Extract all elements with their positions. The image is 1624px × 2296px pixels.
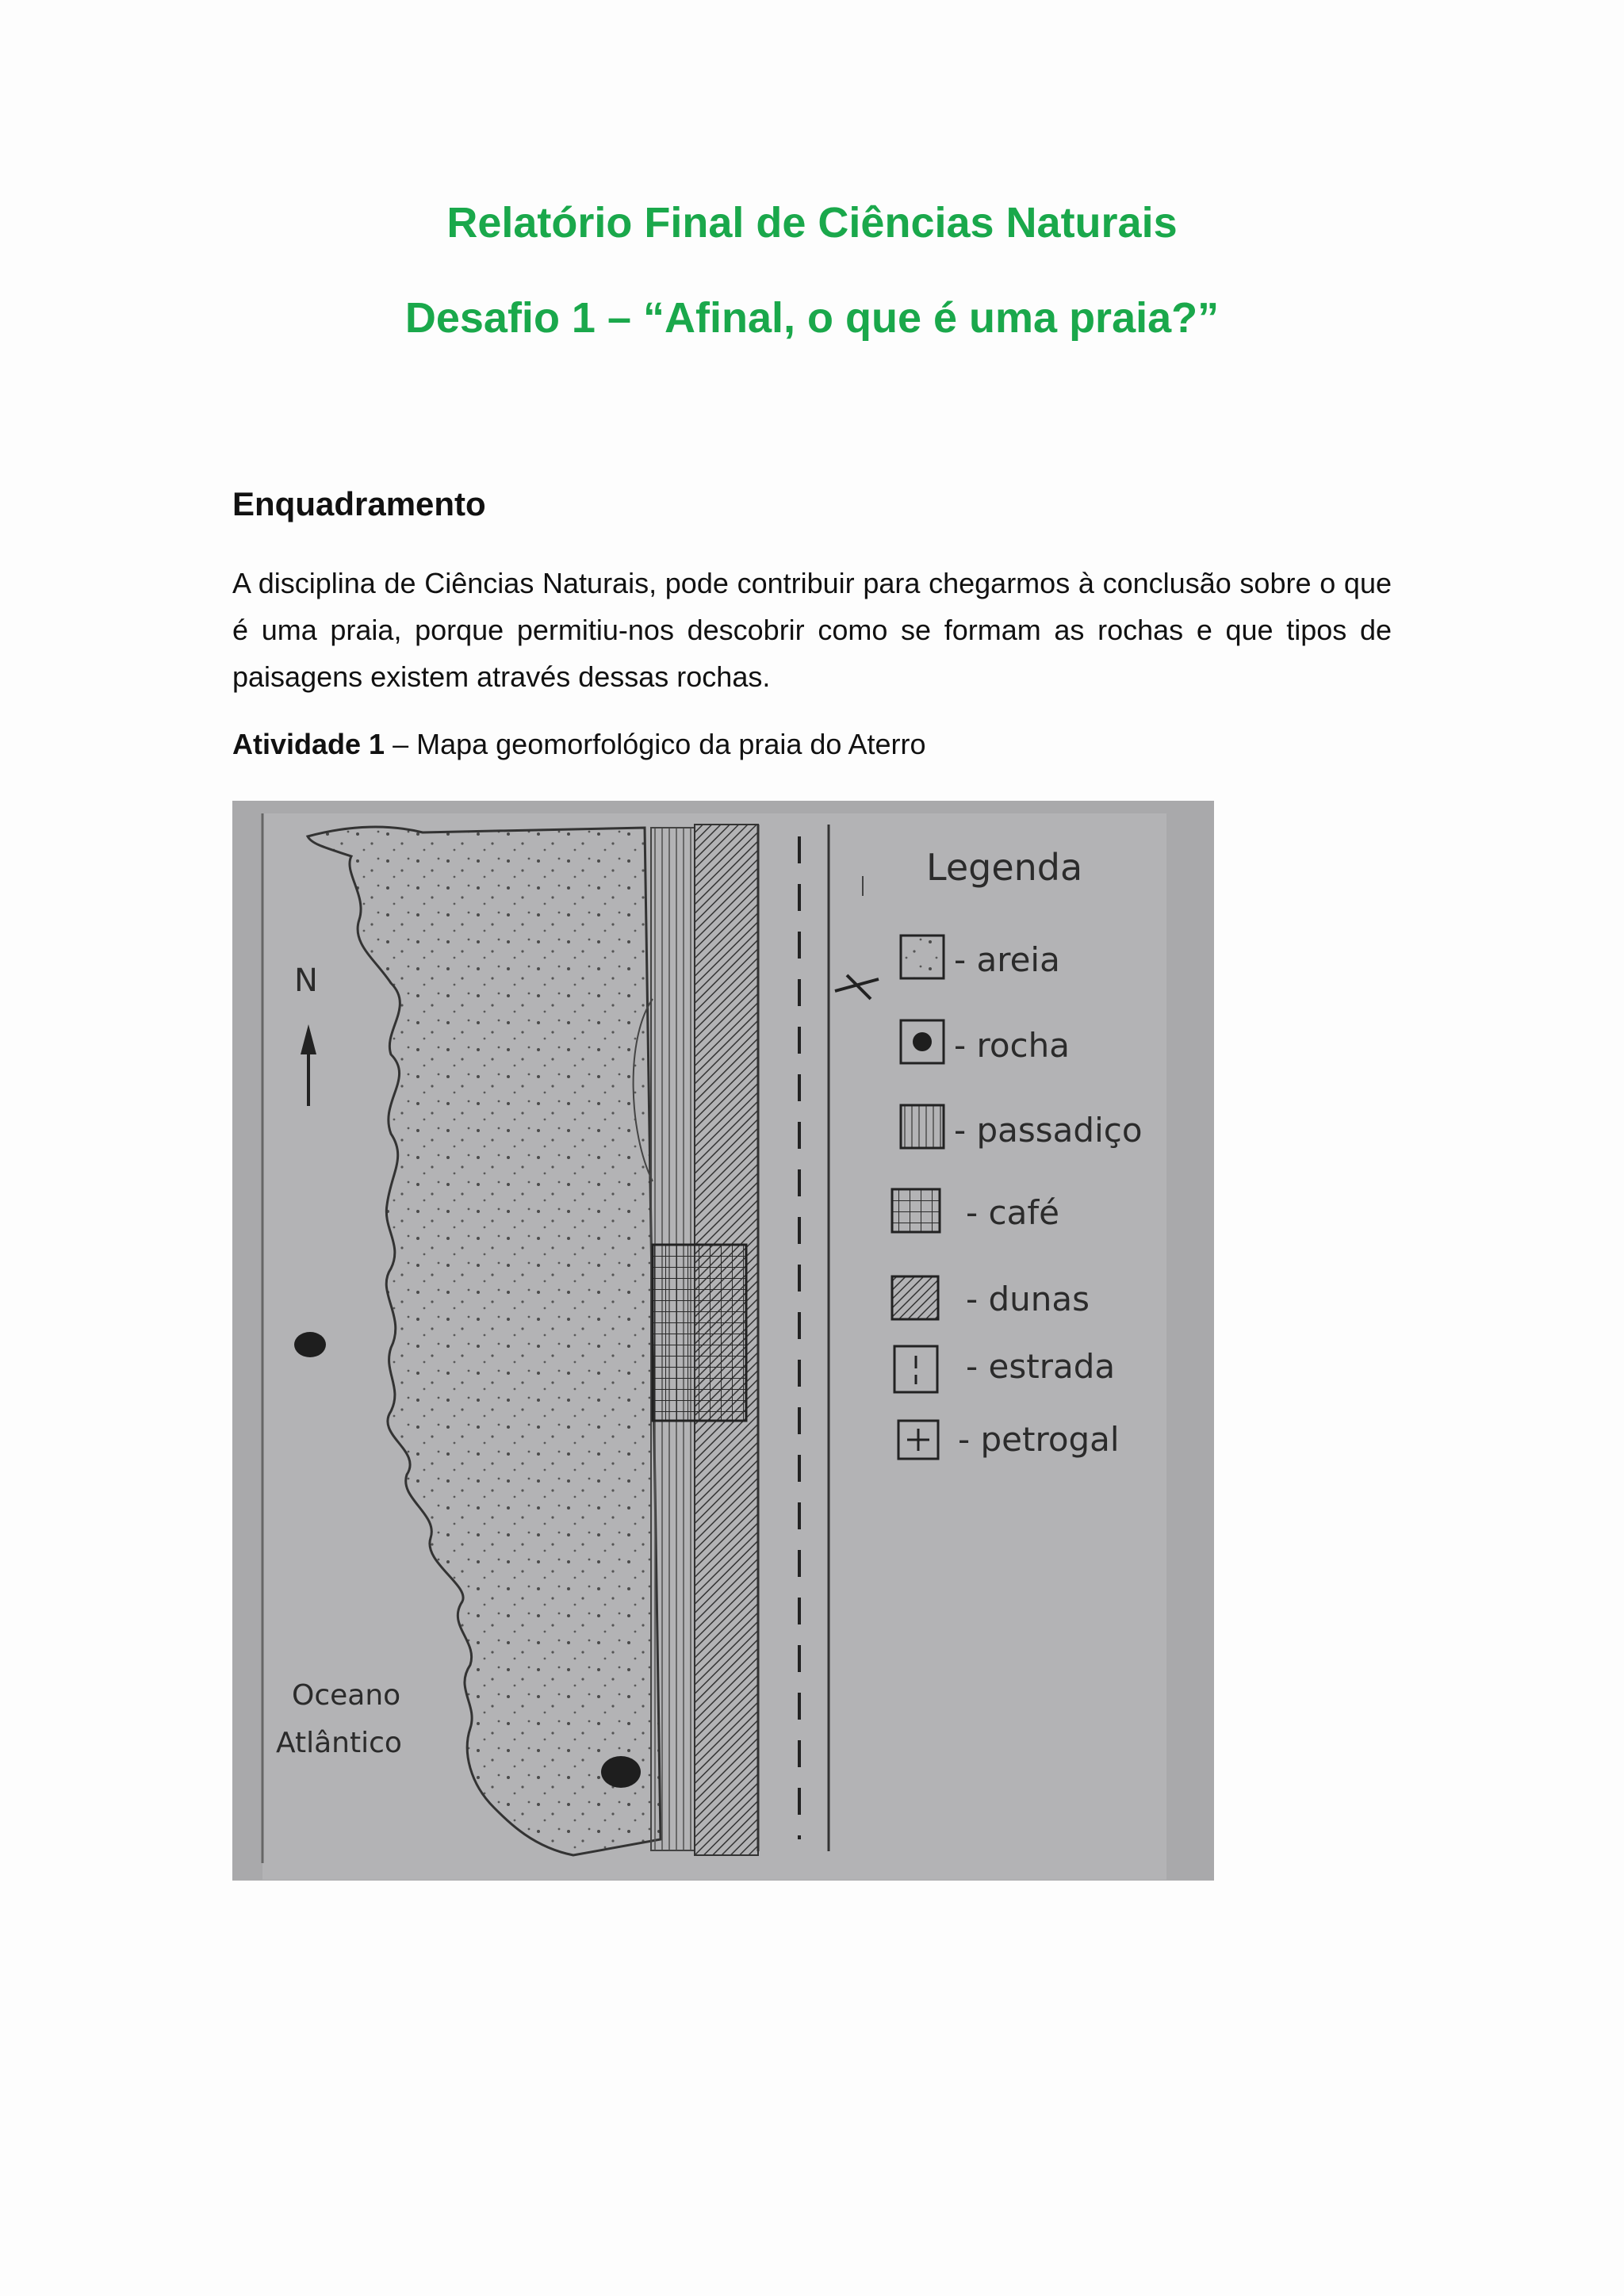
ocean-label-line1: Oceano	[292, 1679, 401, 1712]
legend-boardwalk	[901, 1105, 1143, 1150]
cafe	[653, 1245, 746, 1421]
report-title: Relatório Final de Ciências Naturais	[446, 199, 1178, 247]
geomorphological-map	[232, 801, 1214, 1881]
legend-swatch-sand	[901, 936, 944, 978]
report-subtitle: Desafio 1 – “Afinal, o que é uma praia?”	[404, 294, 1220, 342]
legend-swatch-cafe	[892, 1189, 940, 1232]
rock-marker	[601, 1756, 641, 1788]
legend-label-dunes: - dunas	[966, 1280, 1090, 1318]
section-heading: Enquadramento	[232, 485, 486, 522]
legend-swatch-dunes	[892, 1276, 938, 1319]
legend-label-rock: - rocha	[954, 1026, 1070, 1065]
map-photo	[232, 801, 1214, 1881]
north-label: N	[294, 962, 318, 999]
activity-caption	[232, 728, 926, 761]
legend-title: Legenda	[926, 846, 1083, 889]
legend-label-sand: - areia	[954, 940, 1060, 979]
legend-cafe	[892, 1189, 1059, 1232]
rock-marker	[294, 1332, 326, 1357]
legend-label-petrogal: - petrogal	[958, 1420, 1120, 1459]
legend-swatch-boardwalk	[901, 1105, 944, 1148]
legend-label-cafe: - café	[966, 1193, 1059, 1232]
legend-dunes	[892, 1276, 1090, 1319]
ocean-label-line2: Atlântico	[276, 1727, 402, 1759]
legend-sand	[901, 936, 1060, 979]
legend-label-road: - estrada	[966, 1347, 1116, 1386]
intro-paragraph: A disciplina de Ciências Naturais, pode contribuir para chegarmos à conclusão sobre o que é uma praia, porque permitiu-nos descobrir como se formam as rochas e que tipos de paisagens existem através dessas rochas.	[232, 567, 1392, 693]
activity-text: Mapa geomorfológico da praia do Aterro	[416, 728, 926, 760]
activity-separator: –	[385, 728, 417, 760]
activity-label: Atividade 1	[232, 728, 385, 760]
legend-label-boardwalk: - passadiço	[954, 1111, 1143, 1150]
